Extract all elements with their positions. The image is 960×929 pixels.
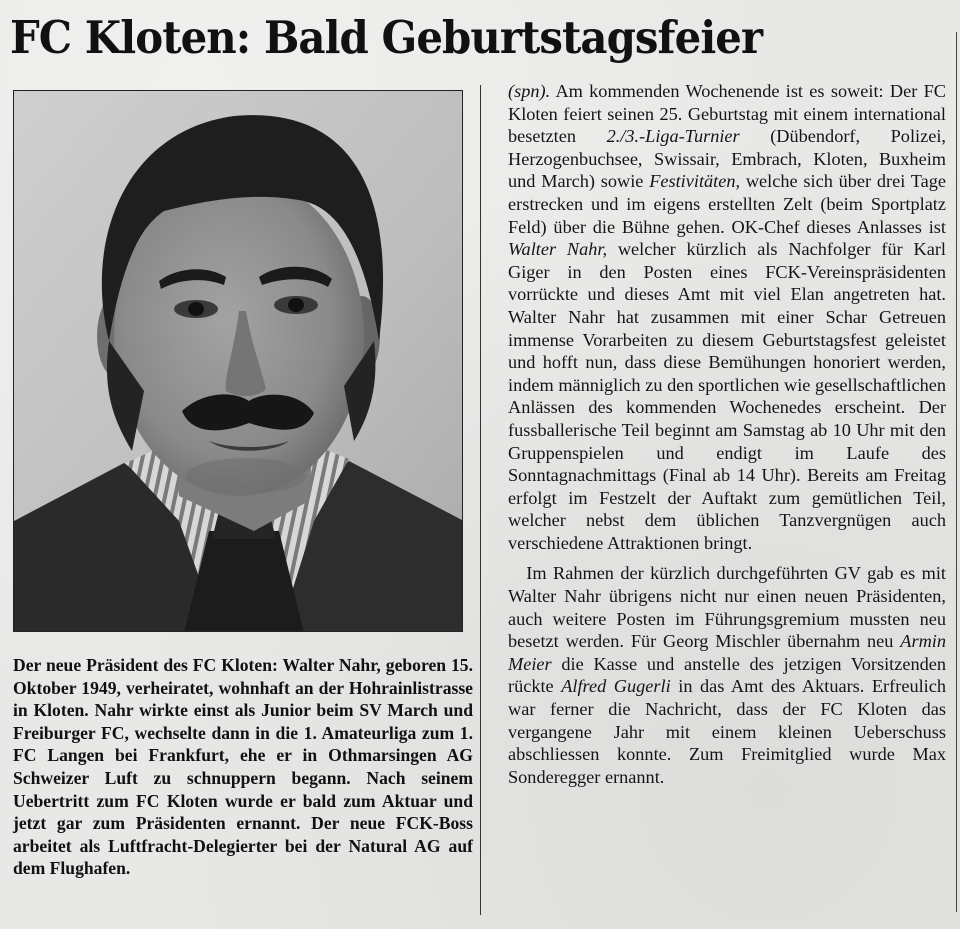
text-run: Im Rahmen der kürzlich durchgeführten GV gab es mit Walter Nahr übrigens nicht nur einen neuen Präsidenten, auch weitere Posten im Führungsgremium mussten neu besetzt werden. Für Georg Mischler übernahm neu — [508, 563, 946, 652]
text-run: Am kommenden Wochenende ist es soweit: Der FC Kloten feiert seinen 25. Geburtstag mit einem international besetzten — [508, 81, 946, 147]
italic-run: Festivitäten, — [649, 171, 741, 192]
text-run: welcher kürzlich als Nachfolger für Karl Giger in den Posten eines FCK-Vereinspräsidenten vorrückte und dieses Amt mit viel Elan angetreten hat. Walter Nahr hat zusammen mit einer Schar Getreuen immense Vorarbeiten zu diesem Geburtstagsfest geleistet und hofft nun, dass diese Bemühungen honoriert werden, indem männiglich zu den sportlichen wie gesellschaftlichen Anlässen des kommenden Wochenedes erscheint. Der fussballerische Teil beginnt am Samstag ab 10 Uhr mit den Gruppenspielen und endigt im Laufe des Sonntagnachmittags (Final ab 14 Uhr). Bereits am Freitag erfolgt im Festzelt der Auftakt zum gemütlichen Teil, welcher nebst dem üblichen Tanzvergnügen auch verschiedene Attraktionen bringt. — [508, 239, 947, 553]
text-run: welche sich über drei Tage erstrecken und im eigens erstellten Zelt (beim Sportplatz Feld) über die Bühne gehen. OK-Chef dieses Anlasses ist — [508, 171, 946, 237]
headline: FC Kloten: Bald Geburtstagsfeier — [10, 11, 763, 64]
column-divider — [480, 85, 481, 915]
article-body — [508, 80, 946, 788]
italic-run: Walter Nahr, — [508, 239, 608, 260]
article-paragraph-1 — [508, 80, 946, 554]
page-edge-rule — [956, 32, 957, 912]
portrait-photo — [13, 90, 463, 632]
text-run: die Kasse und anstelle des jetzigen Vorsitzenden rückte — [508, 653, 946, 697]
source-tag: (spn). — [508, 81, 551, 101]
article-paragraph-2 — [508, 562, 946, 788]
text-run: in das Amt des Aktuars. Erfreulich war ferner die Nachricht, dass der FC Kloten das vergangene Jahr mit einem kleinen Ueberschuss abschliessen konnte. Zum Freimitglied wurde Max Sonderegger ernannt. — [508, 676, 946, 787]
text-run: (Dübendorf, Polizei, Herzogenbuchsee, Swissair, Embrach, Kloten, Buxheim und March) sowie — [508, 126, 946, 192]
italic-run: 2./3.-Liga-Turnier — [606, 126, 740, 147]
italic-run: Alfred Gugerli — [561, 676, 671, 697]
italic-run: Armin Meier — [508, 631, 946, 674]
photo-caption: Der neue Präsident des FC Kloten: Walter Nahr, geboren 15. Oktober 1949, verheiratet, wohnhaft an der Hohrainlistrasse in Kloten. Nahr wirkte einst als Junior beim SV March und Freiburger FC, wechselte dann in die 1. Amateurliga zum 1. FC Langen bei Frankfurt, ehe er in Othmarsingen AG Schweizer Luft zu schnuppern begann. Nach seinem Uebertritt zum FC Kloten wurde er bald zum Aktuar und jetzt gar zum Präsidenten ernannt. Der neue FCK-Boss arbeitet als Luftfracht-Delegierter bei der Natural AG auf dem Flughafen. — [13, 655, 473, 879]
